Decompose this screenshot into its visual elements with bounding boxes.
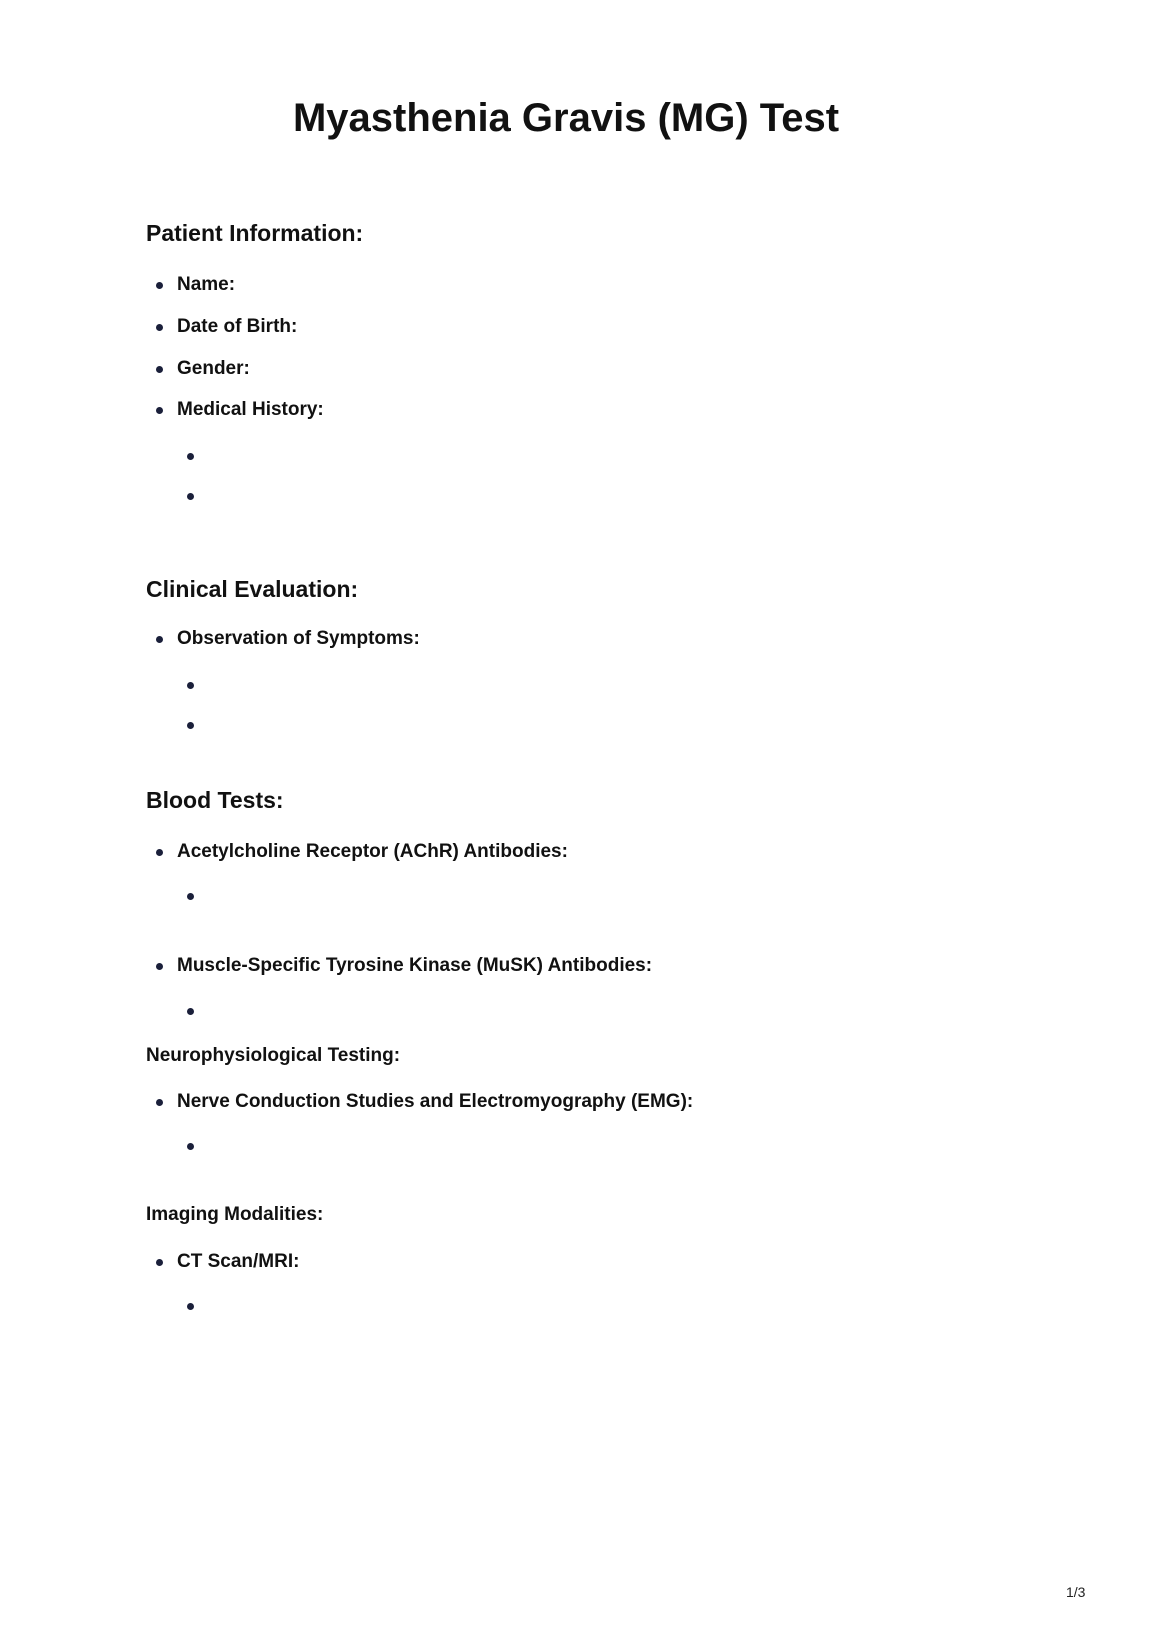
empty-sub-bullet bbox=[187, 1143, 194, 1150]
empty-sub-bullet bbox=[187, 893, 194, 900]
bullet bbox=[156, 407, 163, 414]
section-heading-blood-tests: Blood Tests: bbox=[146, 787, 284, 813]
bullet bbox=[156, 849, 163, 856]
section-heading-neurophysiological-testing: Neurophysiological Testing: bbox=[146, 1045, 401, 1066]
page-number: 1/3 bbox=[1066, 1584, 1086, 1600]
empty-sub-bullet bbox=[187, 722, 194, 729]
bullet bbox=[156, 324, 163, 331]
empty-sub-bullet bbox=[187, 493, 194, 500]
bullet bbox=[156, 1099, 163, 1106]
section-heading-imaging-modalities: Imaging Modalities: bbox=[146, 1204, 324, 1225]
field-musk-antibodies: Muscle-Specific Tyrosine Kinase (MuSK) Antibodies: bbox=[177, 955, 653, 976]
empty-sub-bullet bbox=[187, 682, 194, 689]
field-date-of-birth: Date of Birth: bbox=[177, 316, 298, 337]
empty-sub-bullet bbox=[187, 1008, 194, 1015]
field-medical-history: Medical History: bbox=[177, 399, 324, 420]
empty-sub-bullet bbox=[187, 1303, 194, 1310]
section-heading-clinical-evaluation: Clinical Evaluation: bbox=[146, 576, 359, 602]
field-nerve-conduction-emg: Nerve Conduction Studies and Electromyography (EMG): bbox=[177, 1091, 694, 1112]
field-gender: Gender: bbox=[177, 358, 250, 379]
bullet bbox=[156, 1259, 163, 1266]
section-heading-patient-information: Patient Information: bbox=[146, 220, 364, 246]
page-title: Myasthenia Gravis (MG) Test bbox=[292, 96, 840, 140]
field-achr-antibodies: Acetylcholine Receptor (AChR) Antibodies: bbox=[177, 841, 568, 862]
field-name: Name: bbox=[177, 274, 236, 295]
bullet bbox=[156, 963, 163, 970]
bullet bbox=[156, 636, 163, 643]
empty-sub-bullet bbox=[187, 453, 194, 460]
bullet bbox=[156, 366, 163, 373]
bullet bbox=[156, 282, 163, 289]
field-observation-of-symptoms: Observation of Symptoms: bbox=[177, 628, 420, 649]
field-ct-scan-mri: CT Scan/MRI: bbox=[177, 1251, 300, 1272]
